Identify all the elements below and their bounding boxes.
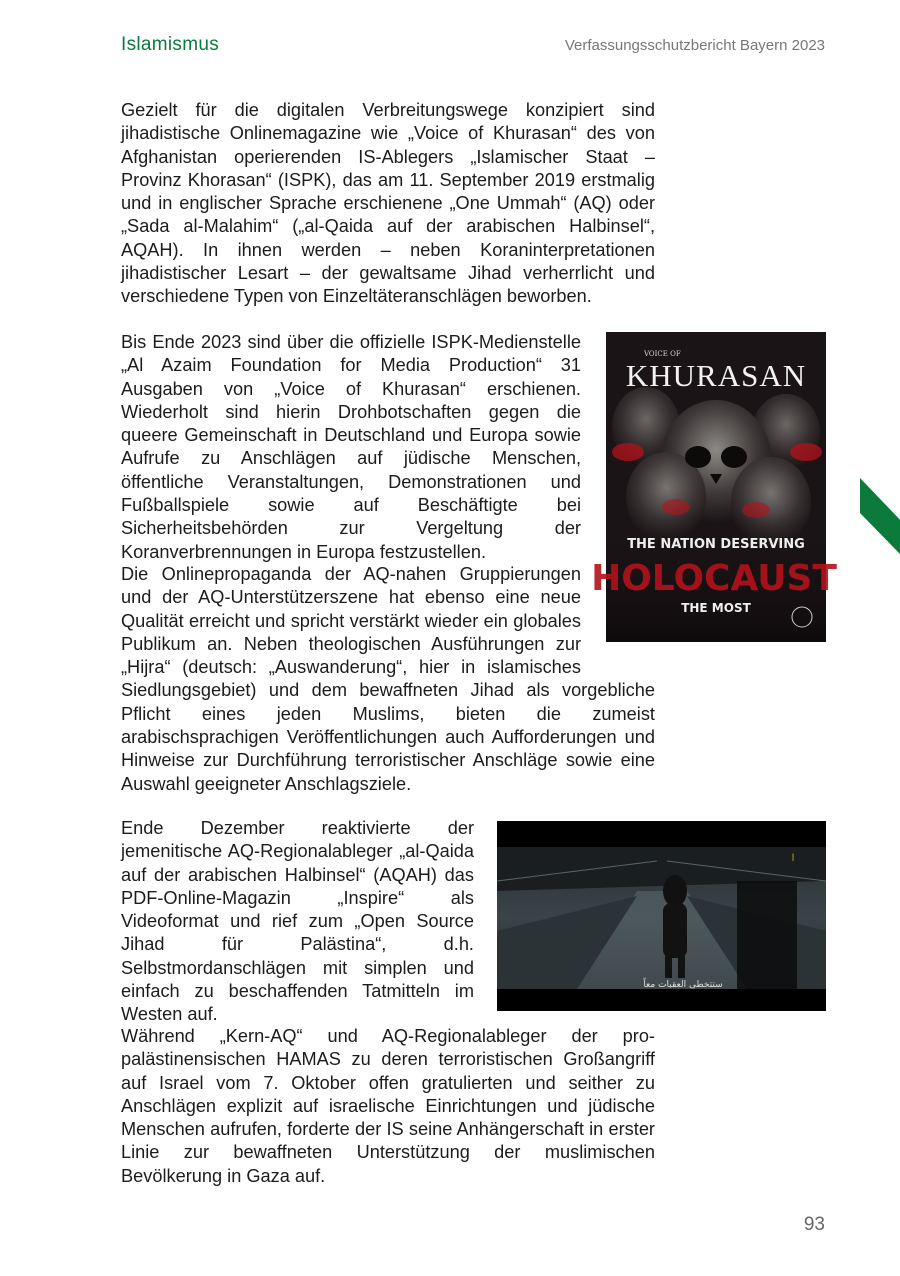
cover-line-1: THE NATION DESERVING: [627, 537, 805, 552]
page-number: 93: [803, 1214, 825, 1235]
paragraph-4: Ende Dezember reaktivierte der jemenitische AQ-Regionalableger „al-Qaida auf der arabischen Halbinsel“ (AQAH) das PDF-Online-Magazin „Inspire“ als Videoformat und rief zum „Open Source Jihad für Palästina“, d.h. Selbstmordanschlägen mit simplen und einfach zu beschaffenden Tatmitteln im Westen auf.: [121, 818, 474, 1025]
paragraph-5: Während „Kern-AQ“ und AQ-Regionalableger der pro-palästinensischen HAMAS zu deren terroristischen Großangriff auf Israel vom 7. Oktober offen gratulierten und seither zu Anschlägen explizit auf israelische Einrichtungen und jüdische Menschen aufrufen, forderte der IS seine Anhängerschaft in erster Linie zur bewaffneten Unterstützung der muslimischen Bevölkerung in Gaza auf.: [121, 1026, 655, 1186]
magazine-cover-image: [591, 332, 837, 642]
paragraph-3: Die Onlinepropaganda der AQ-nahen Gruppierungen und der AQ-Unterstützerszene hat ebenso eine neue Qualität erreicht und spricht verstärkt wieder ein globales Publikum an. Neben theologischen Ausführungen zur „Hijra“ (deutsch: „Auswanderung“, hier in islamisches Siedlungsgebiet) und dem bewaffneten Jihad als vorgebliche Pflicht eines jeden Muslims, bieten die zumeist arabischsprachigen Veröffentlichungen auch Aufforderungen und Hinweise zur Durchführung terroristischer Anschläge sowie eine Auswahl geeigneter Anschlagsziele.: [121, 564, 655, 794]
cover-title: KHURASAN: [625, 358, 807, 393]
paragraph-1: Gezielt für die digitalen Verbreitungswege konzipiert sind jihadistische Onlinemagazine wie „Voice of Khurasan“ des von Afghanistan operierenden IS-Ablegers „Islamischer Staat – Provinz Khorasan“ (ISPK), das am 11. September 2019 erstmalig und in englischer Sprache erschienene „One Ummah“ (AQ) oder „Sada al-Malahim“ („al-Qaida auf der arabischen Halbinsel“, AQAH). In ihnen werden – neben Koraninterpretationen jihadistischer Lesart – der gewaltsame Jihad verherrlicht und verschiedene Typen von Einzeltäteranschlägen beworben.: [121, 100, 655, 307]
video-still-image: [497, 821, 826, 1011]
cover-line-3: THE MOST: [681, 601, 751, 615]
chapter-tab-marker: [860, 478, 900, 554]
video-subtitle: ستتخطى العقبات معاً: [643, 980, 723, 990]
cover-line-2: HOLOCAUST: [591, 558, 837, 599]
paragraph-2: Bis Ende 2023 sind über die offizielle ISPK-Medienstelle „Al Azaim Foundation for Media Production“ 31 Ausgaben von „Voice of Khurasan“ erschienen. Wiederholt sind hierin Drohbotschaften gegen die queere Gemeinschaft in Deutschland und Europa sowie Aufrufe zu Anschlägen auf jüdische Menschen, öffentliche Veranstaltungen, Demonstrationen und Fußballspiele sowie auf Beschäftigte bei Sicherheitsbehörden zur Vergeltung der Koranverbrennungen in Europa festzustellen.: [121, 332, 581, 562]
cover-kicker: VOICE OF: [644, 350, 681, 358]
paragraph-3-wrap: [121, 563, 655, 796]
section-title: Islamismus: [121, 34, 220, 55]
publication-title: Verfassungsschutzbericht Bayern 2023: [564, 37, 825, 54]
video-channel-logo: ا: [791, 853, 795, 864]
